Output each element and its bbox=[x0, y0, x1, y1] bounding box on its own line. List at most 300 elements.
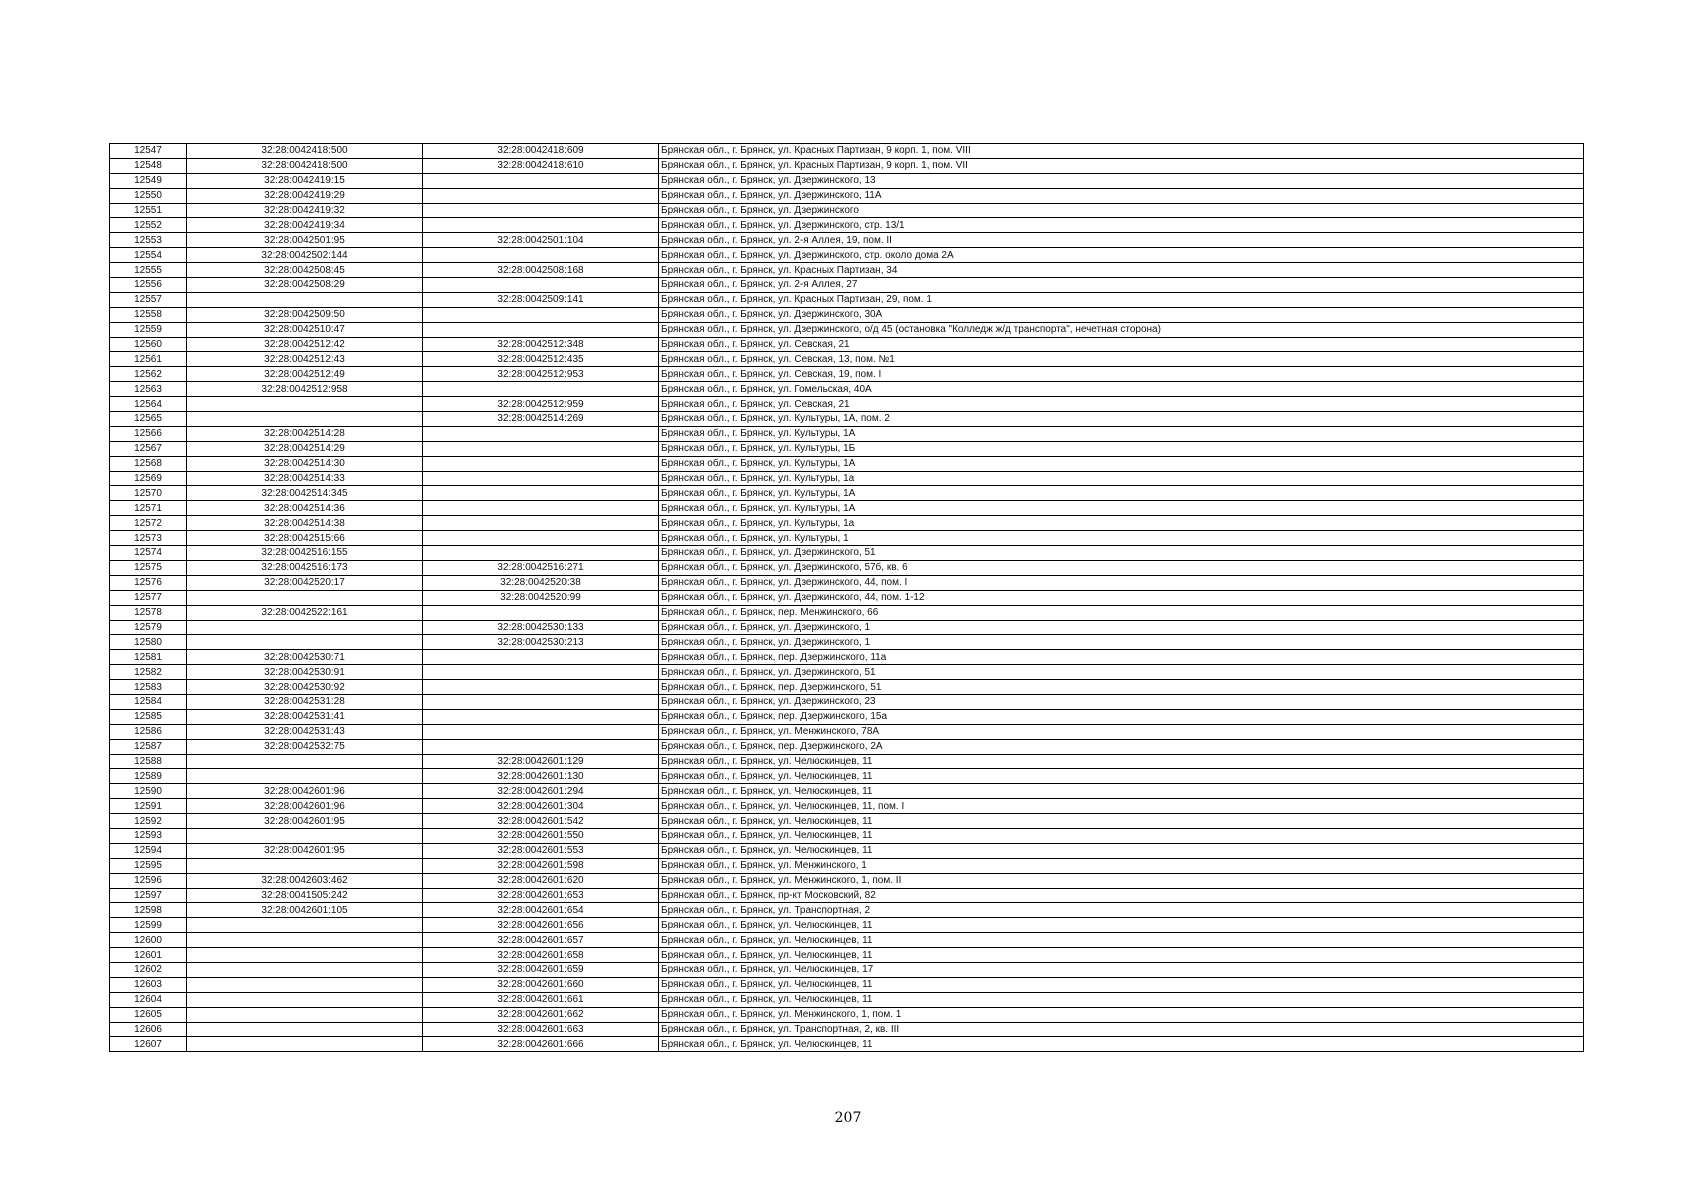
row-number-cell: 12547 bbox=[110, 144, 187, 159]
address-cell: Брянская обл., г. Брянск, ул. Культуры, 1А bbox=[659, 486, 1584, 501]
land-cadastral-number-cell: 32:28:0042509:50 bbox=[187, 307, 423, 322]
object-cadastral-number-cell bbox=[423, 739, 659, 754]
table-row bbox=[110, 352, 1584, 367]
row-number-cell: 12589 bbox=[110, 769, 187, 784]
row-number-cell: 12593 bbox=[110, 828, 187, 843]
table-row bbox=[110, 144, 1584, 159]
address-cell: Брянская обл., г. Брянск, ул. Челюскинцев, 11 bbox=[659, 843, 1584, 858]
table-row bbox=[110, 307, 1584, 322]
address-cell: Брянская обл., г. Брянск, ул. Дзержинского, 44, пом. 1-12 bbox=[659, 590, 1584, 605]
land-cadastral-number-cell: 32:28:0042514:28 bbox=[187, 426, 423, 441]
object-cadastral-number-cell: 32:28:0042601:658 bbox=[423, 948, 659, 963]
address-cell: Брянская обл., г. Брянск, ул. Дзержинского, 1 bbox=[659, 635, 1584, 650]
row-number-cell: 12562 bbox=[110, 367, 187, 382]
table-row bbox=[110, 382, 1584, 397]
row-number-cell: 12607 bbox=[110, 1037, 187, 1052]
address-cell: Брянская обл., г. Брянск, ул. Дзержинского, 57б, кв. 6 bbox=[659, 560, 1584, 575]
object-cadastral-number-cell: 32:28:0042601:654 bbox=[423, 903, 659, 918]
row-number-cell: 12584 bbox=[110, 694, 187, 709]
object-cadastral-number-cell: 32:28:0042601:656 bbox=[423, 918, 659, 933]
table-row bbox=[110, 739, 1584, 754]
land-cadastral-number-cell bbox=[187, 754, 423, 769]
address-cell: Брянская обл., г. Брянск, ул. Красных Партизан, 9 корп. 1, пом. VIII bbox=[659, 144, 1584, 159]
object-cadastral-number-cell: 32:28:0042514:269 bbox=[423, 412, 659, 427]
address-cell: Брянская обл., г. Брянск, ул. Дзержинского, 23 bbox=[659, 694, 1584, 709]
table-row bbox=[110, 426, 1584, 441]
row-number-cell: 12568 bbox=[110, 456, 187, 471]
table-row bbox=[110, 278, 1584, 293]
object-cadastral-number-cell: 32:28:0042601:553 bbox=[423, 843, 659, 858]
object-cadastral-number-cell: 32:28:0042512:959 bbox=[423, 397, 659, 412]
land-cadastral-number-cell bbox=[187, 635, 423, 650]
row-number-cell: 12597 bbox=[110, 888, 187, 903]
land-cadastral-number-cell: 32:28:0042512:958 bbox=[187, 382, 423, 397]
registry-table bbox=[109, 143, 1584, 1052]
land-cadastral-number-cell: 32:28:0042514:345 bbox=[187, 486, 423, 501]
land-cadastral-number-cell: 32:28:0042512:43 bbox=[187, 352, 423, 367]
land-cadastral-number-cell: 32:28:0042601:95 bbox=[187, 814, 423, 829]
table-row bbox=[110, 888, 1584, 903]
address-cell: Брянская обл., г. Брянск, ул. Челюскинцев, 11, пом. I bbox=[659, 799, 1584, 814]
land-cadastral-number-cell: 32:28:0042603:462 bbox=[187, 873, 423, 888]
object-cadastral-number-cell bbox=[423, 546, 659, 561]
row-number-cell: 12590 bbox=[110, 784, 187, 799]
address-cell: Брянская обл., г. Брянск, ул. Культуры, 1а bbox=[659, 471, 1584, 486]
table-row bbox=[110, 605, 1584, 620]
address-cell: Брянская обл., г. Брянск, ул. Челюскинцев, 11 bbox=[659, 754, 1584, 769]
address-cell: Брянская обл., г. Брянск, пр-кт Московский, 82 bbox=[659, 888, 1584, 903]
address-cell: Брянская обл., г. Брянск, ул. Гомельская, 40А bbox=[659, 382, 1584, 397]
row-number-cell: 12605 bbox=[110, 1007, 187, 1022]
row-number-cell: 12576 bbox=[110, 575, 187, 590]
address-cell: Брянская обл., г. Брянск, ул. Дзержинского, 11А bbox=[659, 188, 1584, 203]
row-number-cell: 12563 bbox=[110, 382, 187, 397]
land-cadastral-number-cell bbox=[187, 992, 423, 1007]
land-cadastral-number-cell: 32:28:0042514:38 bbox=[187, 516, 423, 531]
object-cadastral-number-cell: 32:28:0042601:663 bbox=[423, 1022, 659, 1037]
land-cadastral-number-cell: 32:28:0042514:33 bbox=[187, 471, 423, 486]
object-cadastral-number-cell: 32:28:0042601:653 bbox=[423, 888, 659, 903]
row-number-cell: 12579 bbox=[110, 620, 187, 635]
address-cell: Брянская обл., г. Брянск, ул. Культуры, 1а bbox=[659, 516, 1584, 531]
land-cadastral-number-cell: 32:28:0042601:105 bbox=[187, 903, 423, 918]
table-row bbox=[110, 203, 1584, 218]
row-number-cell: 12560 bbox=[110, 337, 187, 352]
table-row bbox=[110, 560, 1584, 575]
object-cadastral-number-cell: 32:28:0042601:550 bbox=[423, 828, 659, 843]
address-cell: Брянская обл., г. Брянск, ул. Челюскинцев, 11 bbox=[659, 992, 1584, 1007]
table-row bbox=[110, 784, 1584, 799]
object-cadastral-number-cell: 32:28:0042601:661 bbox=[423, 992, 659, 1007]
table-row bbox=[110, 397, 1584, 412]
land-cadastral-number-cell bbox=[187, 397, 423, 412]
land-cadastral-number-cell: 32:28:0042601:96 bbox=[187, 799, 423, 814]
table-row bbox=[110, 471, 1584, 486]
row-number-cell: 12578 bbox=[110, 605, 187, 620]
row-number-cell: 12572 bbox=[110, 516, 187, 531]
table-row bbox=[110, 337, 1584, 352]
table-row bbox=[110, 531, 1584, 546]
object-cadastral-number-cell bbox=[423, 382, 659, 397]
row-number-cell: 12556 bbox=[110, 278, 187, 293]
land-cadastral-number-cell: 32:28:0042514:36 bbox=[187, 501, 423, 516]
table-row bbox=[110, 814, 1584, 829]
row-number-cell: 12549 bbox=[110, 173, 187, 188]
address-cell: Брянская обл., г. Брянск, ул. Дзержинского, 30А bbox=[659, 307, 1584, 322]
land-cadastral-number-cell: 32:28:0042530:71 bbox=[187, 650, 423, 665]
table-row bbox=[110, 1037, 1584, 1052]
address-cell: Брянская обл., г. Брянск, ул. Дзержинского, 51 bbox=[659, 546, 1584, 561]
table-row bbox=[110, 858, 1584, 873]
object-cadastral-number-cell: 32:28:0042601:304 bbox=[423, 799, 659, 814]
land-cadastral-number-cell: 32:28:0042515:66 bbox=[187, 531, 423, 546]
row-number-cell: 12606 bbox=[110, 1022, 187, 1037]
row-number-cell: 12596 bbox=[110, 873, 187, 888]
address-cell: Брянская обл., г. Брянск, ул. Транспортная, 2 bbox=[659, 903, 1584, 918]
object-cadastral-number-cell bbox=[423, 188, 659, 203]
row-number-cell: 12558 bbox=[110, 307, 187, 322]
table-row bbox=[110, 218, 1584, 233]
address-cell: Брянская обл., г. Брянск, ул. Культуры, 1 bbox=[659, 531, 1584, 546]
row-number-cell: 12553 bbox=[110, 233, 187, 248]
address-cell: Брянская обл., г. Брянск, ул. Дзержинского, стр. 13/1 bbox=[659, 218, 1584, 233]
object-cadastral-number-cell: 32:28:0042601:662 bbox=[423, 1007, 659, 1022]
table-row bbox=[110, 322, 1584, 337]
row-number-cell: 12550 bbox=[110, 188, 187, 203]
address-cell: Брянская обл., г. Брянск, ул. Дзержинского, о/д 45 (остановка "Колледж ж/д транспорта", нечетная сторона) bbox=[659, 322, 1584, 337]
table-row bbox=[110, 977, 1584, 992]
address-cell: Брянская обл., г. Брянск, пер. Дзержинского, 11а bbox=[659, 650, 1584, 665]
object-cadastral-number-cell bbox=[423, 248, 659, 263]
table-row bbox=[110, 962, 1584, 977]
table-row bbox=[110, 992, 1584, 1007]
land-cadastral-number-cell bbox=[187, 1037, 423, 1052]
table-row bbox=[110, 188, 1584, 203]
land-cadastral-number-cell: 32:28:0042418:500 bbox=[187, 144, 423, 159]
row-number-cell: 12603 bbox=[110, 977, 187, 992]
object-cadastral-number-cell bbox=[423, 471, 659, 486]
land-cadastral-number-cell bbox=[187, 977, 423, 992]
address-cell: Брянская обл., г. Брянск, пер. Дзержинского, 2А bbox=[659, 739, 1584, 754]
object-cadastral-number-cell: 32:28:0042601:130 bbox=[423, 769, 659, 784]
table-row bbox=[110, 903, 1584, 918]
table-row bbox=[110, 441, 1584, 456]
object-cadastral-number-cell: 32:28:0042520:38 bbox=[423, 575, 659, 590]
object-cadastral-number-cell bbox=[423, 531, 659, 546]
land-cadastral-number-cell bbox=[187, 620, 423, 635]
table-row bbox=[110, 546, 1584, 561]
object-cadastral-number-cell bbox=[423, 680, 659, 695]
row-number-cell: 12585 bbox=[110, 709, 187, 724]
row-number-cell: 12571 bbox=[110, 501, 187, 516]
table-row bbox=[110, 412, 1584, 427]
land-cadastral-number-cell bbox=[187, 828, 423, 843]
table-row bbox=[110, 1022, 1584, 1037]
row-number-cell: 12552 bbox=[110, 218, 187, 233]
land-cadastral-number-cell: 32:28:0042516:155 bbox=[187, 546, 423, 561]
address-cell: Брянская обл., г. Брянск, ул. Дзержинского, 44, пом. I bbox=[659, 575, 1584, 590]
row-number-cell: 12574 bbox=[110, 546, 187, 561]
object-cadastral-number-cell bbox=[423, 307, 659, 322]
row-number-cell: 12573 bbox=[110, 531, 187, 546]
row-number-cell: 12586 bbox=[110, 724, 187, 739]
address-cell: Брянская обл., г. Брянск, ул. Челюскинцев, 11 bbox=[659, 918, 1584, 933]
land-cadastral-number-cell: 32:28:0042501:95 bbox=[187, 233, 423, 248]
address-cell: Брянская обл., г. Брянск, ул. Менжинского, 78А bbox=[659, 724, 1584, 739]
land-cadastral-number-cell: 32:28:0042516:173 bbox=[187, 560, 423, 575]
object-cadastral-number-cell bbox=[423, 278, 659, 293]
row-number-cell: 12580 bbox=[110, 635, 187, 650]
land-cadastral-number-cell bbox=[187, 292, 423, 307]
object-cadastral-number-cell bbox=[423, 218, 659, 233]
table-row bbox=[110, 367, 1584, 382]
address-cell: Брянская обл., г. Брянск, ул. Дзержинского, 13 bbox=[659, 173, 1584, 188]
row-number-cell: 12582 bbox=[110, 665, 187, 680]
land-cadastral-number-cell bbox=[187, 1022, 423, 1037]
land-cadastral-number-cell bbox=[187, 918, 423, 933]
table-row bbox=[110, 620, 1584, 635]
table-row bbox=[110, 933, 1584, 948]
table-row bbox=[110, 873, 1584, 888]
table-row bbox=[110, 843, 1584, 858]
table-row bbox=[110, 1007, 1584, 1022]
table-row bbox=[110, 158, 1584, 173]
address-cell: Брянская обл., г. Брянск, ул. Челюскинцев, 11 bbox=[659, 977, 1584, 992]
address-cell: Брянская обл., г. Брянск, пер. Менжинского, 66 bbox=[659, 605, 1584, 620]
land-cadastral-number-cell: 32:28:0042601:95 bbox=[187, 843, 423, 858]
address-cell: Брянская обл., г. Брянск, ул. Челюскинцев, 11 bbox=[659, 828, 1584, 843]
land-cadastral-number-cell: 32:28:0042512:49 bbox=[187, 367, 423, 382]
object-cadastral-number-cell bbox=[423, 665, 659, 680]
row-number-cell: 12577 bbox=[110, 590, 187, 605]
table-row bbox=[110, 575, 1584, 590]
table-row bbox=[110, 650, 1584, 665]
address-cell: Брянская обл., г. Брянск, ул. Дзержинского, 1 bbox=[659, 620, 1584, 635]
table-row bbox=[110, 754, 1584, 769]
object-cadastral-number-cell: 32:28:0042512:348 bbox=[423, 337, 659, 352]
land-cadastral-number-cell: 32:28:0042532:75 bbox=[187, 739, 423, 754]
object-cadastral-number-cell bbox=[423, 501, 659, 516]
row-number-cell: 12555 bbox=[110, 263, 187, 278]
land-cadastral-number-cell: 32:28:0042601:96 bbox=[187, 784, 423, 799]
land-cadastral-number-cell bbox=[187, 412, 423, 427]
row-number-cell: 12599 bbox=[110, 918, 187, 933]
address-cell: Брянская обл., г. Брянск, ул. Челюскинцев, 11 bbox=[659, 769, 1584, 784]
land-cadastral-number-cell: 32:28:0042419:34 bbox=[187, 218, 423, 233]
land-cadastral-number-cell bbox=[187, 858, 423, 873]
row-number-cell: 12594 bbox=[110, 843, 187, 858]
table-row bbox=[110, 709, 1584, 724]
address-cell: Брянская обл., г. Брянск, ул. Культуры, 1А, пом. 2 bbox=[659, 412, 1584, 427]
address-cell: Брянская обл., г. Брянск, ул. Севская, 19, пом. I bbox=[659, 367, 1584, 382]
table-row bbox=[110, 516, 1584, 531]
object-cadastral-number-cell: 32:28:0042601:666 bbox=[423, 1037, 659, 1052]
registry-table-body bbox=[110, 144, 1584, 1052]
object-cadastral-number-cell: 32:28:0042512:435 bbox=[423, 352, 659, 367]
row-number-cell: 12570 bbox=[110, 486, 187, 501]
row-number-cell: 12557 bbox=[110, 292, 187, 307]
row-number-cell: 12583 bbox=[110, 680, 187, 695]
table-row bbox=[110, 665, 1584, 680]
address-cell: Брянская обл., г. Брянск, ул. Красных Партизан, 29, пом. 1 bbox=[659, 292, 1584, 307]
land-cadastral-number-cell: 32:28:0042520:17 bbox=[187, 575, 423, 590]
address-cell: Брянская обл., г. Брянск, ул. Культуры, 1Б bbox=[659, 441, 1584, 456]
row-number-cell: 12565 bbox=[110, 412, 187, 427]
address-cell: Брянская обл., г. Брянск, ул. Менжинского, 1, пом. 1 bbox=[659, 1007, 1584, 1022]
table-row bbox=[110, 486, 1584, 501]
land-cadastral-number-cell: 32:28:0042514:30 bbox=[187, 456, 423, 471]
table-row bbox=[110, 694, 1584, 709]
land-cadastral-number-cell: 32:28:0042522:161 bbox=[187, 605, 423, 620]
address-cell: Брянская обл., г. Брянск, ул. 2-я Аллея, 19, пом. II bbox=[659, 233, 1584, 248]
object-cadastral-number-cell: 32:28:0042418:609 bbox=[423, 144, 659, 159]
row-number-cell: 12600 bbox=[110, 933, 187, 948]
row-number-cell: 12567 bbox=[110, 441, 187, 456]
table-row bbox=[110, 590, 1584, 605]
row-number-cell: 12575 bbox=[110, 560, 187, 575]
object-cadastral-number-cell bbox=[423, 426, 659, 441]
table-row bbox=[110, 233, 1584, 248]
object-cadastral-number-cell: 32:28:0042601:620 bbox=[423, 873, 659, 888]
object-cadastral-number-cell bbox=[423, 173, 659, 188]
object-cadastral-number-cell bbox=[423, 724, 659, 739]
table-row bbox=[110, 948, 1584, 963]
object-cadastral-number-cell: 32:28:0042530:133 bbox=[423, 620, 659, 635]
row-number-cell: 12581 bbox=[110, 650, 187, 665]
land-cadastral-number-cell: 32:28:0042531:41 bbox=[187, 709, 423, 724]
row-number-cell: 12561 bbox=[110, 352, 187, 367]
address-cell: Брянская обл., г. Брянск, ул. Менжинского, 1, пом. II bbox=[659, 873, 1584, 888]
object-cadastral-number-cell: 32:28:0042601:129 bbox=[423, 754, 659, 769]
table-row bbox=[110, 799, 1584, 814]
table-row bbox=[110, 263, 1584, 278]
address-cell: Брянская обл., г. Брянск, ул. Севская, 21 bbox=[659, 397, 1584, 412]
address-cell: Брянская обл., г. Брянск, ул. Челюскинцев, 11 bbox=[659, 1037, 1584, 1052]
row-number-cell: 12587 bbox=[110, 739, 187, 754]
row-number-cell: 12559 bbox=[110, 322, 187, 337]
land-cadastral-number-cell: 32:28:0042514:29 bbox=[187, 441, 423, 456]
land-cadastral-number-cell: 32:28:0041505:242 bbox=[187, 888, 423, 903]
address-cell: Брянская обл., г. Брянск, ул. Челюскинцев, 11 bbox=[659, 784, 1584, 799]
land-cadastral-number-cell bbox=[187, 948, 423, 963]
address-cell: Брянская обл., г. Брянск, ул. Севская, 13, пом. №1 bbox=[659, 352, 1584, 367]
land-cadastral-number-cell: 32:28:0042531:28 bbox=[187, 694, 423, 709]
address-cell: Брянская обл., г. Брянск, ул. Красных Партизан, 34 bbox=[659, 263, 1584, 278]
land-cadastral-number-cell: 32:28:0042502:144 bbox=[187, 248, 423, 263]
table-row bbox=[110, 769, 1584, 784]
address-cell: Брянская обл., г. Брянск, ул. Культуры, 1А bbox=[659, 456, 1584, 471]
object-cadastral-number-cell bbox=[423, 456, 659, 471]
row-number-cell: 12551 bbox=[110, 203, 187, 218]
land-cadastral-number-cell: 32:28:0042508:45 bbox=[187, 263, 423, 278]
land-cadastral-number-cell bbox=[187, 962, 423, 977]
object-cadastral-number-cell: 32:28:0042601:542 bbox=[423, 814, 659, 829]
object-cadastral-number-cell bbox=[423, 203, 659, 218]
row-number-cell: 12569 bbox=[110, 471, 187, 486]
land-cadastral-number-cell bbox=[187, 590, 423, 605]
object-cadastral-number-cell: 32:28:0042508:168 bbox=[423, 263, 659, 278]
object-cadastral-number-cell bbox=[423, 605, 659, 620]
row-number-cell: 12591 bbox=[110, 799, 187, 814]
object-cadastral-number-cell bbox=[423, 694, 659, 709]
object-cadastral-number-cell bbox=[423, 486, 659, 501]
land-cadastral-number-cell: 32:28:0042510:47 bbox=[187, 322, 423, 337]
address-cell: Брянская обл., г. Брянск, ул. Севская, 21 bbox=[659, 337, 1584, 352]
land-cadastral-number-cell: 32:28:0042530:91 bbox=[187, 665, 423, 680]
address-cell: Брянская обл., г. Брянск, ул. Дзержинского, 51 bbox=[659, 665, 1584, 680]
address-cell: Брянская обл., г. Брянск, ул. Культуры, 1А bbox=[659, 426, 1584, 441]
address-cell: Брянская обл., г. Брянск, ул. Дзержинского, стр. около дома 2А bbox=[659, 248, 1584, 263]
address-cell: Брянская обл., г. Брянск, ул. Челюскинцев, 11 bbox=[659, 814, 1584, 829]
table-row bbox=[110, 828, 1584, 843]
row-number-cell: 12602 bbox=[110, 962, 187, 977]
land-cadastral-number-cell: 32:28:0042531:43 bbox=[187, 724, 423, 739]
row-number-cell: 12588 bbox=[110, 754, 187, 769]
object-cadastral-number-cell bbox=[423, 650, 659, 665]
table-row bbox=[110, 680, 1584, 695]
address-cell: Брянская обл., г. Брянск, ул. Челюскинцев, 11 bbox=[659, 948, 1584, 963]
address-cell: Брянская обл., г. Брянск, ул. Транспортная, 2, кв. III bbox=[659, 1022, 1584, 1037]
object-cadastral-number-cell: 32:28:0042512:953 bbox=[423, 367, 659, 382]
land-cadastral-number-cell: 32:28:0042508:29 bbox=[187, 278, 423, 293]
land-cadastral-number-cell: 32:28:0042512:42 bbox=[187, 337, 423, 352]
address-cell: Брянская обл., г. Брянск, пер. Дзержинского, 15а bbox=[659, 709, 1584, 724]
object-cadastral-number-cell: 32:28:0042520:99 bbox=[423, 590, 659, 605]
address-cell: Брянская обл., г. Брянск, ул. Менжинского, 1 bbox=[659, 858, 1584, 873]
row-number-cell: 12601 bbox=[110, 948, 187, 963]
object-cadastral-number-cell bbox=[423, 441, 659, 456]
object-cadastral-number-cell bbox=[423, 322, 659, 337]
address-cell: Брянская обл., г. Брянск, ул. Красных Партизан, 9 корп. 1, пом. VII bbox=[659, 158, 1584, 173]
address-cell: Брянская обл., г. Брянск, пер. Дзержинского, 51 bbox=[659, 680, 1584, 695]
land-cadastral-number-cell bbox=[187, 769, 423, 784]
row-number-cell: 12564 bbox=[110, 397, 187, 412]
land-cadastral-number-cell: 32:28:0042418:500 bbox=[187, 158, 423, 173]
table-row bbox=[110, 248, 1584, 263]
table-row bbox=[110, 173, 1584, 188]
row-number-cell: 12604 bbox=[110, 992, 187, 1007]
address-cell: Брянская обл., г. Брянск, ул. Челюскинцев, 17 bbox=[659, 962, 1584, 977]
row-number-cell: 12566 bbox=[110, 426, 187, 441]
object-cadastral-number-cell: 32:28:0042516:271 bbox=[423, 560, 659, 575]
page-number: 207 bbox=[834, 1110, 862, 1126]
row-number-cell: 12554 bbox=[110, 248, 187, 263]
object-cadastral-number-cell bbox=[423, 516, 659, 531]
object-cadastral-number-cell: 32:28:0042601:660 bbox=[423, 977, 659, 992]
row-number-cell: 12592 bbox=[110, 814, 187, 829]
land-cadastral-number-cell bbox=[187, 1007, 423, 1022]
address-cell: Брянская обл., г. Брянск, ул. Дзержинского bbox=[659, 203, 1584, 218]
land-cadastral-number-cell: 32:28:0042530:92 bbox=[187, 680, 423, 695]
row-number-cell: 12595 bbox=[110, 858, 187, 873]
address-cell: Брянская обл., г. Брянск, ул. 2-я Аллея, 27 bbox=[659, 278, 1584, 293]
table-row bbox=[110, 292, 1584, 307]
row-number-cell: 12548 bbox=[110, 158, 187, 173]
object-cadastral-number-cell: 32:28:0042530:213 bbox=[423, 635, 659, 650]
table-row bbox=[110, 918, 1584, 933]
row-number-cell: 12598 bbox=[110, 903, 187, 918]
object-cadastral-number-cell: 32:28:0042601:657 bbox=[423, 933, 659, 948]
land-cadastral-number-cell: 32:28:0042419:29 bbox=[187, 188, 423, 203]
table-row bbox=[110, 501, 1584, 516]
object-cadastral-number-cell: 32:28:0042501:104 bbox=[423, 233, 659, 248]
object-cadastral-number-cell: 32:28:0042601:598 bbox=[423, 858, 659, 873]
object-cadastral-number-cell: 32:28:0042418:610 bbox=[423, 158, 659, 173]
table-row bbox=[110, 724, 1584, 739]
object-cadastral-number-cell: 32:28:0042509:141 bbox=[423, 292, 659, 307]
object-cadastral-number-cell bbox=[423, 709, 659, 724]
table-row bbox=[110, 635, 1584, 650]
